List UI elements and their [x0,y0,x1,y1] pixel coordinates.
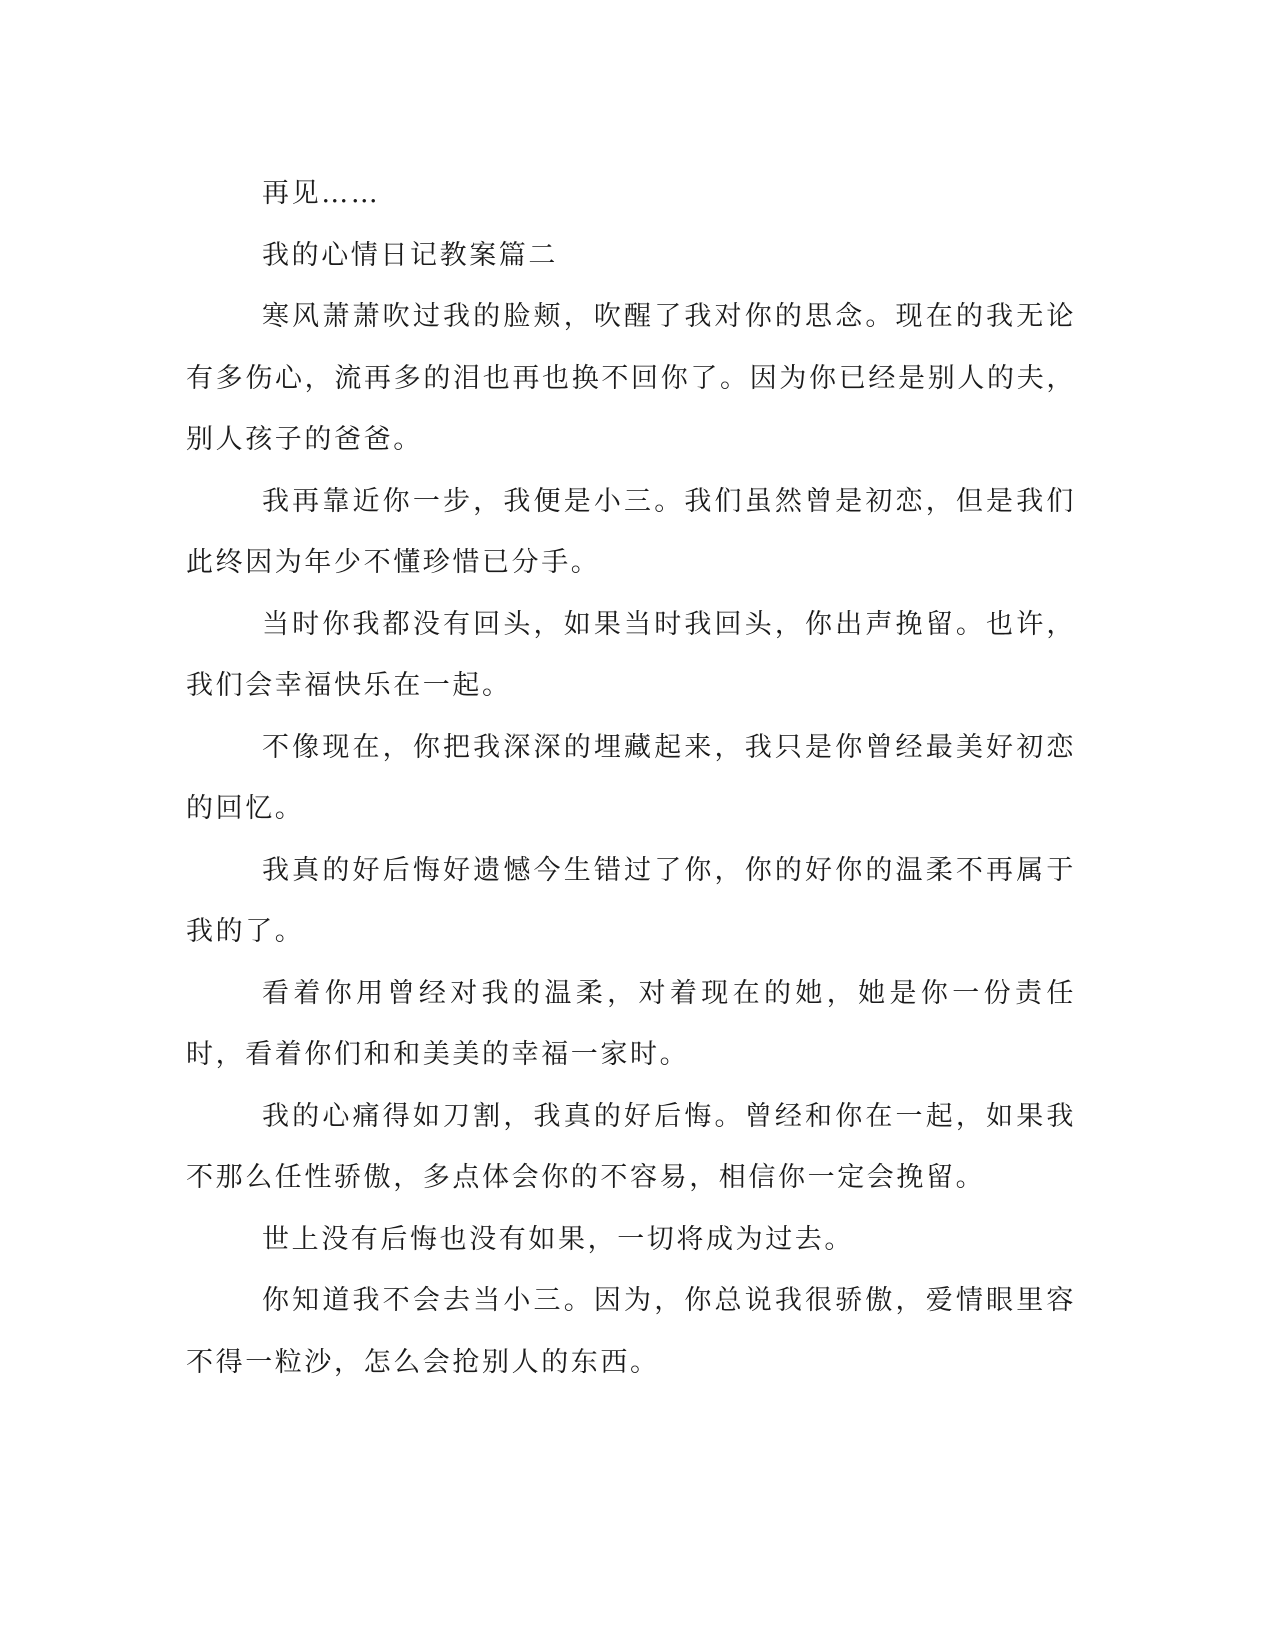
paragraph: 我的心痛得如刀割，我真的好后悔。曾经和你在一起，如果我不那么任性骄傲，多点体会你的不容易，相信你一定会挽留。 [186,1100,1076,1193]
paragraph: 你知道我不会去当小三。因为，你总说我很骄傲，爱情眼里容不得一粒沙，怎么会抢别人的东西。 [186,1285,1076,1378]
paragraph-farewell: 再见…… [262,178,381,209]
section-heading: 我的心情日记教案篇二 [262,239,558,271]
body-text [186,163,1076,1393]
paragraph: 我再靠近你一步，我便是小三。我们虽然曾是初恋，但是我们此终因为年少不懂珍惜已分手。 [186,485,1076,578]
paragraph: 不像现在，你把我深深的埋藏起来，我只是你曾经最美好初恋的回忆。 [186,731,1076,824]
paragraph: 当时你我都没有回头，如果当时我回头，你出声挽留。也许，我们会幸福快乐在一起。 [186,608,1076,701]
paragraph: 世上没有后悔也没有如果，一切将成为过去。 [262,1223,854,1255]
paragraph: 我真的好后悔好遗憾今生错过了你，你的好你的温柔不再属于我的了。 [186,854,1076,947]
paragraph: 寒风萧萧吹过我的脸颊，吹醒了我对你的思念。现在的我无论有多伤心，流再多的泪也再也换不回你了。因为你已经是别人的夫，别人孩子的爸爸。 [186,301,1076,455]
paragraph: 看着你用曾经对我的温柔，对着现在的她，她是你一份责任时，看着你们和和美美的幸福一家时。 [186,977,1076,1070]
